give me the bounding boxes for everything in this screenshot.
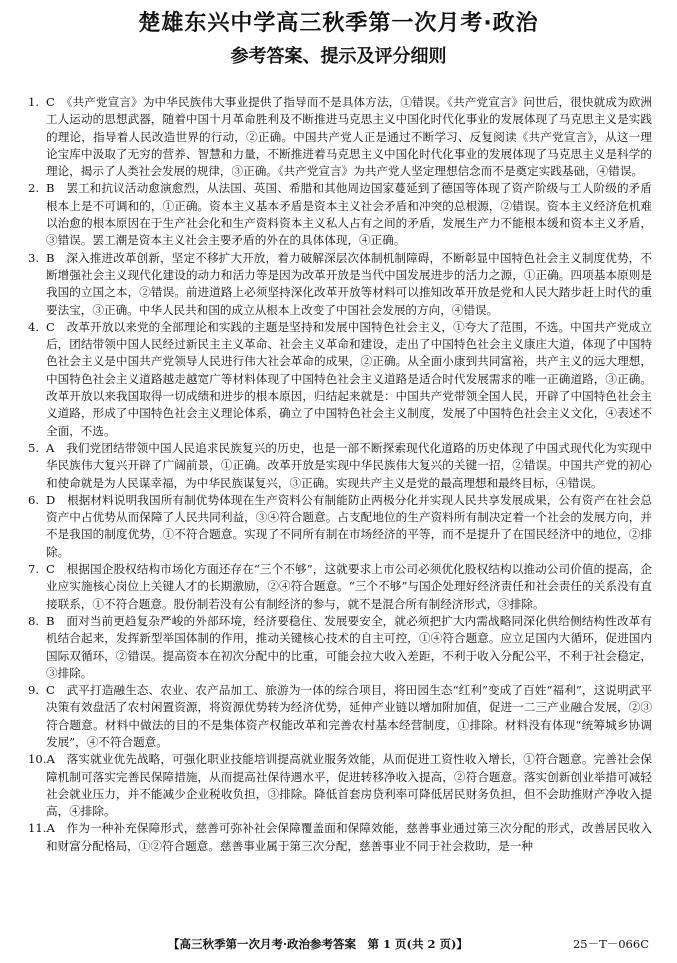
- answer-item-9: [28, 682, 652, 751]
- answer-text: C 改革开放以来党的全部理论和实践的主题是坚持和发展中国特色社会主义，①夸大了范围，不选。中国共产党成立后，团结带领中国人民经过新民主主义革命、社会主义革命和建设，走出了中国特色社会主义康庄大道，体现了中国特色社会主义是中国共产党领导人民进行伟大社会革命的成果，②正确。从全面小康到共同富裕，共产主义的远大理想，中国特色社会主义道路越走越宽广等材料体现了中国特色社会主义道路是适合时代发展需求的唯一正确道路，③正确。改革开放以来我国取得一切成绩和进步的根本原因，归结起来就是：中国共产党带领全国人民，开辟了中国特色社会主义道路，形成了中国特色社会主义理论体系，确立了中国特色社会主义制度，发展了中国特色社会主义文化，④表述不全面，不选。: [46, 319, 652, 438]
- answer-number: 9.: [28, 683, 40, 698]
- page-title: 楚雄东兴中学高三秋季第一次月考·政治: [138, 11, 539, 36]
- answer-text: B 罢工和抗议活动愈演愈烈，从法国、英国、希腊和其他周边国家蔓延到了德国等体现了资产阶级与工人阶级的矛盾根本上是不可调和的，①正确。资本主义基本矛盾是资本主义社会矛盾和冲突的总根源，②错误。资本主义经济危机难以治愈的根本原因在于生产社会化和生产资料资本主义私人占有之间的矛盾，发展生产力不能根本缓和资本主义矛盾，③错误。罢工潮是资本主义社会主要矛盾的外在的具体体现，④正确。: [46, 181, 652, 248]
- answer-item-6: [28, 492, 652, 561]
- answer-text: C 《共产党宣言》为中华民族伟大事业提供了指导而不是具体方法，①错误。《共产党宣言》问世后，很快就成为欧洲工人运动的思想武器，随着中国十月革命胜利及不断推进马克思主义中国化时代化事业的发展体现了马克思主义是实践的理论，指导着人民改造世界的行动，②正确。中国共产党人正是通过不断学习、反复阅读《共产党宣言》，从这一理论宝库中汲取了无穷的营养、智慧和力量，不断推进着马克思主义中国化时代化事业的发展体现了马克思主义是科学的理论，揭示了人类社会发展的规律，③正确。《共产党宣言》为共产党人坚定理想信念而不是奠定实践基础，④错误。: [46, 95, 652, 179]
- answer-number: 5.: [28, 440, 40, 455]
- answer-item-10: [28, 751, 652, 820]
- answer-item-8: [28, 613, 652, 682]
- answer-item-4: [28, 319, 652, 440]
- footer-doc-code: 25－T－066C: [572, 937, 649, 951]
- answer-number: 6.: [28, 492, 40, 507]
- answer-number: 2.: [28, 181, 40, 196]
- answer-text: A 作为一种补充保障形式，慈善可弥补社会保障覆盖面和保障效能，慈善事业通过第三次分配的形式，改善居民收入和财富分配格局，①②符合题意。慈善事业属于第三次分配，慈善事业不同于社会救助，是一种: [46, 821, 652, 853]
- answer-item-5: [28, 440, 652, 492]
- answer-item-2: [28, 180, 652, 249]
- answer-text: A 落实就业优先战略，可强化职业技能培训提高就业服务效能，从而促进工资性收入增长，①符合题意。完善社会保障机制可落实完善民保障措施，从而提高社保待遇水平，促进转移净收入提高，②符合题意。落实创新创业举措可减轻社会就业压力，并不能减少企业税收负担，③排除。降低首套房贷利率可降低居民财务负担，但不会助推财产净收入提高，④排除。: [46, 752, 652, 819]
- answer-text: B 深入推进改革创新，坚定不移扩大开放，着力破解深层次体制机制障碍，不断彰显中国特色社会主义制度优势，不断增强社会主义现代化建设的动力和活力等是因为改革开放是当代中国发展进步的活力之源，①正确。四项基本原则是我国的立国之本，②错误。前进道路上必须坚持深化改革开放等材料可以推知改革开放是党和人民大踏步赶上时代的重要法宝，③正确。中华人民共和国的成立从根本上改变了中国社会发展的方向，④错误。: [46, 250, 652, 317]
- answer-list: [28, 94, 652, 855]
- answer-item-7: [28, 561, 652, 613]
- footer-page-info: 【高三秋季第一次月考·政治参考答案 第 1 页(共 2 页)】: [168, 937, 468, 951]
- answer-item-1: [28, 94, 652, 180]
- answer-number: 3.: [28, 250, 40, 265]
- answer-text: B 面对当前更趋复杂严峻的外部环境，经济要稳住、发展要安全，就必须把扩大内需战略同深化供给侧结构性改革有机结合起来，发挥新型举国体制的作用，推动关键核心技术的自主可控，①④符合题意。应立足国内大循环，促进国内国际双循环，②错误。提高资本在初次分配中的比重，可能会拉大收入差距，不利于收入分配公平，不利于社会稳定，③排除。: [46, 613, 652, 680]
- answer-text: C 武平打造融生态、农业、农产品加工、旅游为一体的综合项目，将田园生态“红利”变成了百姓“福利”，这说明武平决策有效盘活了农村闲置资源，将资源优势转为经济优势，延伸产业链以增加附加值，促进一二三产业融合发展，②③符合题意。材料中做法的目的不是集体资产权能改革和完善农村基本经营制度，①排除。材料没有体现“统筹城乡协调发展”，④不符合题意。: [46, 683, 652, 749]
- page-subtitle: 参考答案、提示及评分细则: [230, 46, 447, 67]
- answer-number: 4.: [28, 319, 40, 334]
- answer-text: D 根据材料说明我国所有制优势体现在生产资料公有制能防止两极分化并实现人民共享发展成果，公有资产在社会总资产中占优势从而保障了人民共同利益，③④符合题意。占支配地位的生产资料所有制决定着一个社会的发展方向，并不是我国的制度优势，①不符合题意。实现了不同所有制在市场经济的平等，而不是提升了在国民经济中的地位，②排除。: [46, 492, 652, 559]
- answer-text: C 根据国企股权结构市场化方面还存在“三个不够”，这就要求上市公司必须优化股权结构以推动公司价值的提高，企业应实施核心岗位上关键人才的长期激励，②④符合题意。“三个不够”与国企处理好经济责任和社会责任的关系没有直接联系，①不符合题意。股份制若没有公有制经济的参与，就不是混合所有制经济形式，③排除。: [46, 562, 652, 611]
- answer-number: 7.: [28, 562, 40, 577]
- answer-number: 11.: [28, 821, 47, 836]
- answer-number: 8.: [28, 613, 40, 628]
- answer-text: A 我们党团结带领中国人民追求民族复兴的历史，也是一部不断探索现代化道路的历史体现了中国式现代化为实现中华民族伟大复兴开辟了广阔前景，①正确。改革开放是实现中华民族伟大复兴的关键一招，②错误。中国共产党的初心和使命就是为人民谋幸福，为中华民族谋复兴，③正确。实现共产主义是党的最高理想和最终目标，④错误。: [46, 440, 652, 490]
- answer-number: 1.: [28, 95, 40, 109]
- answer-item-11: [28, 820, 652, 855]
- answer-number: 10.: [28, 752, 47, 767]
- answer-item-3: [28, 250, 652, 319]
